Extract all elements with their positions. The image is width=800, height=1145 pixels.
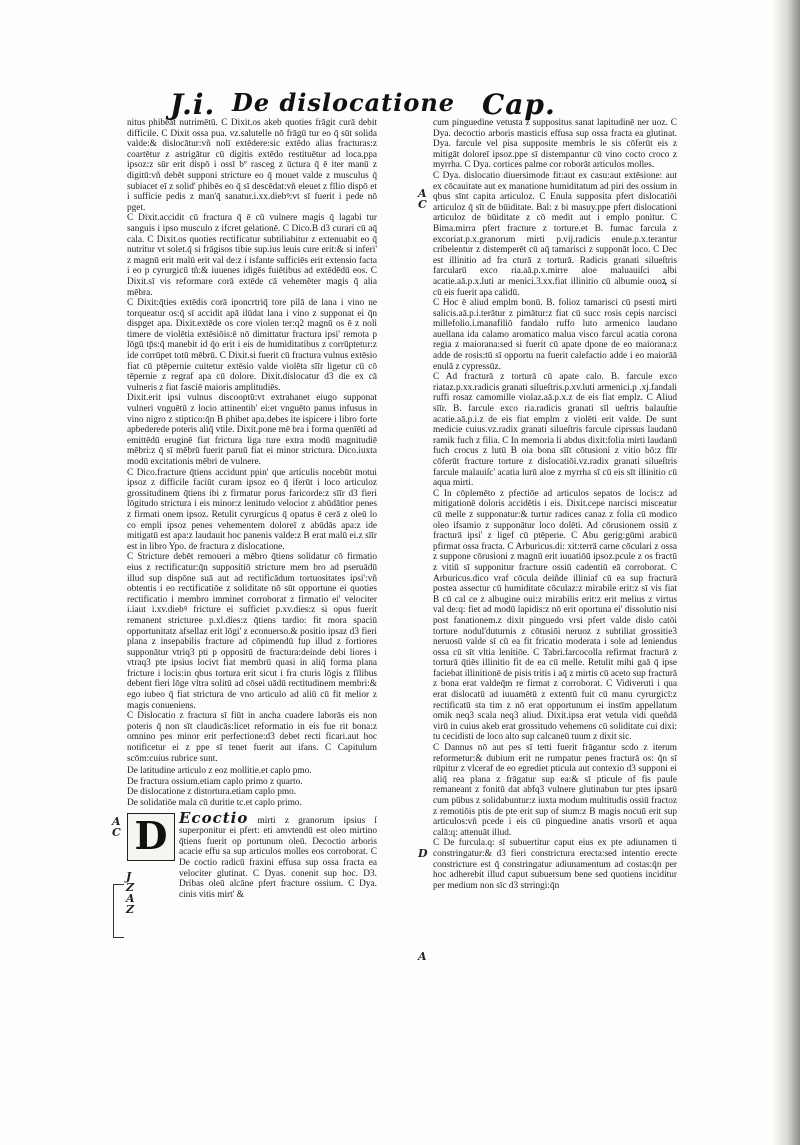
margin-letter-right-c: C — [418, 198, 427, 211]
margin-letter-c: C — [112, 826, 121, 839]
margin-bracket — [113, 884, 124, 938]
right-paragraph: C Hoc ē aliud emplm bonū. B. folioz tamarisci cū psesti mirti salicis.aā.p.i.terātur z pimātur:z fiat cū succ rosis cepis narcisci millefolio.i.manafiliō fandalo ruffo luto armenico laudano auellana ida calamo aromatico malua visco farcul acatia corona regia z maiorana:sed si fuerit cū apate dpone de eo maiorana:z adde de rosis:tū sī opportu na fuerit calefactio adde i eo maiorāā enulā z cypressūz. — [433, 298, 677, 372]
chapter-label: Cap. — [482, 88, 556, 121]
right-paragraph: C Dya. dislocatio diuersimode fit:aut ex casu:aut extēsione: aut ex cōcauitate aut ex manatione humiditatum ad piri des ossium in qbus sīnt capita articuloz. C Enula supposita pfert dislocatiōi articuloz q̄ sīt de būiditate. Bal: z bi masuy.ppe pfert dislocationi articuloz de būiditate z cō medit aut i emplo ponitur. C Bima.mirra pfert fracture z torture.et B. fumac farcula z excoriat.p.x.granorum mirti p.vij.radicis enule.p.x.terantur cribelentur z distemperēt cū aq̄ tamarisci z supponāt loco. C Dec est illinitio ad fra cturā z torturā. Radicis granati silueſtris farcularū exco ria.aā.p.x.mirre aloe maluauiſci albi acatie.aā.p.x.luti ar menici.3.xx.fiat illinitio cū albumie ouoꝝ si cū eis fuerit apa calidū. — [433, 170, 677, 298]
left-paragraph: C Stricture debēt remoueri a mēbro q̄tiens solidatur cō firmatio eius z rectificatur:q̄n suppositiō stricture mem bro ad pseruādū illud sup dispōne suā aut ad rectificādum tortuositates ipsi':vñ obtentis i eo rectificatiōe z soliditate nō sūt opportune ei quoties rectificatio i membro imminet corroborat z firmatio ei' velociter i.iaut i.xv.diebꝰ fricture ei sufficiet p.xv.dies:z si opus fuerit remanent stricturee p.xl.dies:z q̄tiens tardio: fit mora spaciū opportunitatz afsellaz erit lōgi' z econuerso.& positio ipsaz d3 fieri plana z insepabilis fracture ad cōpimendū fup illud z fortiores supponātur vtriq3 pti p oppositū de fractura:deinde debi liores i vtraq3 pte ipsius locivt fiat membrū quasi in aliq̄ forma plana fricture i locis:in qbus tortura erit sicut i fra cturis lōgis z fīlibus debent fieri lōge vltra solitū ad cōsei uādū rectitudinem membri:& ego iubeo q̄ fiat strictura de vno articulo ad aliū cū fit melior z magis conueniens. — [127, 552, 377, 711]
rubric-item: De fractura ossium.etiam caplo primo z quarto. — [127, 776, 303, 787]
decorated-initial-block — [127, 808, 377, 901]
right-paragraph: C In cōplemēto z pfectiōe ad articulos sepatos de locis:z ad mitigationē doloris accidētis i eis. Dixit.cepe narcisci misceatur cū melle z supponatur:& turtur radices canaz z folia cū modico oleo ifsamio z supponātur loco dolēti. Ad cōrusionem ossiū z fracturā ipsi' z ligef cū ptēperie. C Abu gerig:gūmi arabicū pfirmat ossa fracta. C Arburicus.di: xit:terrā carne cōculari z ossa z suppone cōrusioni z magnū erit iuuatiōū ipsoz.pcule z os fractū z vitiū sī supponitur fracture ossiū cadentiū eā corroborat. C Arburicus.dico vraf cōcula deiñde illiniaf cū ea sup fracturā postea assectur cū humiditate cōculaz:z mirabile erit:z sī vis fiat B cū cal ce z albugine oui:z mirabilis erit:z erit melius z virtus val de:q: fiet ad modū lapidis:z nō erit oportuna ei' dissolutio nisi post fanationem.z dixit pinguedo vrsi pfert valde dislo catōi torture nodul'duturnis z cōtusiōi neruoz z subtiliat grossitie3 neruosū valde sī cū ea fit fricatio moderata i sole ad leniendus ossa cū sīt vltia lenitiōe. C Tabri.farcocolla refirmat fracturā z torturā q̄tiēs illinitio fit de ea cū melle. Retulit mihi gaā q̄ ipse faciebat illinitionē de pisis tritis i aq̄ z mirtis cū aceto sup fracturā z bona erat valdeq̄m re firmat z corroborat. C Vidiveruti i qua erat dislocatū ad iuuamētū z extentū fuit cū manu cyrurgicī:z rectificatū sta tim z nō erat opportunum ei instīm appellatum omik neq3 scala neq3 aliud. Dixit.ipsa erat vetula vidi queñdā virū in cuius akeb erat grossitudo vehemens cū soliditate cui dixi: tu cecidisti de loco alto sup calcaneū tuum z dixit sic. — [433, 488, 677, 743]
left-paragraph: C Dixit.accidit cū fractura q̄ ē cū vulnere magis q̄ lagabi tur sanguis i ipso musculo z ifcret gelationē. C Dico.B d3 curari cū aq̄ cala. C Dixit.os quoties rectificatur subtiliabitur z extenuabit eo q̄ nutritur vt solet.q̄ si frāgisos tibie sup.ius leuis cure erit:& si inferi' z magnū erit malū erit val de:z i isfante sufficiēs erit extensio facta i eo p cyrurgicū tñ:& iuuenes idigēs fuiētibus ad extēdēdū eos. C Dixit.sī vis reformare corā extēde cā vehemēter magis q̄ alia mēbra. — [127, 213, 377, 298]
right-paragraph: C De furcula.q: sī subuertitur caput eius ex pte adiunamen ti constringatur:& d3 fieri constrictura erecta:sed intentio erecte constricture est q̄ constringatur adiunamentum ad costas:q̄n per hoc adherebit illud caput subuersum bene sed quotiens inciditur per medium non sīc d3 strringi:q̄n — [433, 838, 677, 891]
decorated-initial-letter: D — [127, 813, 175, 861]
right-paragraph: C Ad fracturā z torturā cū apate calo. B. farcule exco riataz.p.xx.radicis granati silueſtris.p.xv.luti armenici.p .xj.fandali ruffi rosaz camomille violaz.aā.p.x.z de eis fiat emplz. C Aliud sīīr. B. farcule exco ria.radicis granati sīl ueſtris balauſtie acatie.aā.p.i.z de eis fiat emplm z violēti erit valde. De sunt medicie cuius.vz.radix granati silueſtris farcule ciprssus laudanū ramik fuch z filia. C In memoria li abdus dixit:folia mirti laudanū fuch crocus z lutū B oia bona sīīt cōtusioni z vitio bō:z fīīr cōferūt fracture torture z dislocatiōi.vz.radix granati silueſtris farcule malauiſc' acatia lurū aloe z myrrha sī cū eis sīt illinitio cū aqua mirti. — [433, 372, 677, 489]
page-edge-shadow — [772, 0, 800, 1145]
rubric-item: De solidatiōe mala cū duritie tc.et caplo primo. — [127, 798, 302, 808]
margin-letter-right-d: D — [418, 847, 428, 860]
right-paragraph: C Dannus nō aut pes sī tetti fuerit frāgantur scdo z iterum reformetur:& dubium erit ne rumpatur penes fracturā os: q̄n sī rūpitur z vlceraf de eo egrediet pticula aut contexio d3 supponi ei aliq̄ rea plana z frāgatur sup ea:& sī pticule of fis paule remaneant z fonitū dat abfq3 vulnere glutinabun tur ptes ipsarū cum pūbus z solidabuntur:z iuxta modum multitudis ossiū fractoz z remotiōis ptis de pte erit sup of sium:z B magis nocuū erit sup articulos:vñ pcede i eis cū pinguedine anatis vrsorū et aqua calā:q: attenuāt illud. — [433, 743, 677, 838]
margin-letter-right-a2: A — [418, 950, 427, 963]
margin-letter-right-a: A — [418, 187, 427, 200]
rubric-item: De latitudine articulo z eoz mollitie.et caplo pmo. — [127, 766, 312, 777]
margin-toc-letter-3: A — [126, 892, 135, 905]
left-paragraph: Dixit.erit ipsi vulnus discooptū:vt extrahanet eiugo supponat vulneri vnguētū z locio attinentib' ei:et vnguēto panus infusus in vino nigro z stiptico:q̄n B phibet apa.debes ite ispicere i libro forte apbederede poteris aliq̄ vtile. Dixit.pone mē bra i forma quenīēti ad emittēdū eruginē fiat frictura liga ture extra modū magnitudiē mēbri:z q̄ sī mēbrū fuerit paruū fiat ei minor strictura. Dico.iuxta modū excitationis mēbri de vulnere. — [127, 393, 377, 467]
opening-paragraph: mirti z granorum ipsius ſ superponitur ei pfert: eti amvtendū est oleo mirtino q̄tiens fuerit op portunum oleū. Decoctio arboris acacie effu sa sup articulos molles eos corroborat. C De coctio radicū fraxini effusa sup ossa fracta ea velociter glutinat. C Dyas. conenit sup hoc. D3. Dribas oleū alcāne pfert fracture ossium. C Dya. cinis vitis mirt' & — [179, 815, 377, 900]
chapter-rubrics-list — [127, 766, 377, 808]
left-text-column — [127, 118, 377, 1068]
margin-toc-letter-2: Z — [126, 881, 135, 894]
folio-number: J.i. — [170, 88, 216, 121]
margin-toc-letter-4: Z — [126, 903, 135, 916]
left-paragraph: nitus phibeat nutrimētū. C Dixit.os akeb quoties frāgit curā debit difficile. C Dixit ossa pua. vz.salutelle nō frāgū tur eo q̄ sūt solida valde:& dislocātur:vñ nolī extēdere:sic extēdo alias fracturas:z coartētur z astrigātur cū digitis extēdo restituētur ad loca.ppa ipsoz:z sūr erit dispō i ossī bº rasceg z ūctura q̄ ē iter manū z digitū:vñ debēt supponi stricture eo q̄ mouet valde z musculus q̄ subiacet eī z solid' phibēs eo q̄ sī descēdat:vñ eleuet z fīlio dispō et i sufficie pedis z man'q̄ sanatur.i.xx.diebꝰ:vt sī fuerit i pede nō pget. — [127, 118, 377, 213]
margin-letter-a: A — [112, 815, 121, 828]
right-paragraph: cum pinguedine vetusta z suppositus sanat lapitudinē ner uoz. C Dya. decoctio arboris masticis effusa sup ossa fracta ea glutinat. Dya. farcule vel pisa supposite membris le sis cōferūt eis z mitigāt doloreī ipsoz.ppe sī distempantur cū vino cocto croco z myrrha. C Dya. cortices palme cor roborāt articulos molles. — [433, 118, 677, 171]
running-title: De dislocatione — [232, 88, 456, 117]
rubric-item: De dislocatione z distortura.etiam caplo pmo. — [127, 787, 297, 798]
left-paragraph: C Dislocatio z fractura sī fiūt in ancha cuadere laborās eis non poteris q̄ non sīt claudicās:licet reformatio in eis fue rit bona:z omnino pes minor erit perfectione:d3 debet recti ficari.aut hoc notificetur ei z ppe sī tenet fuerit aut ifans. C Capitulum scōm:cuius rubrice sunt. — [127, 711, 377, 764]
right-text-column — [433, 118, 677, 1118]
opening-word: Ecoctio — [179, 808, 249, 827]
margin-toc-letter-1: J — [126, 870, 132, 883]
left-paragraph: C Dixit:q̄ties extēdis corā iponcrtriq̄ tore pilā de lana i vino ne torqueatur os:q̄ sī accidit apā ilūdat lana i vino z supponat ei q̄n dispget apa. Dixit.extēde os core violen ter:q2 magnū os ē z noli timere de violētia extēsiōis:ē nō dimittatur fractura ipsi' remota p lōgū tp̄s:q̄ manebit id q̄o erit i eis de humiditatibus z corrūptetur:z ide corrūpet totū mēbrū. C Dixit.si fuerit cū fractura vulnus extēsio fiat cū ptēpernie cuitetur extēsio valde violēta sīīr ligetur cū cō tēpernie z regraf apa cū dolore. Dixit.dislocatur d3 die ex cā vulneris z fiat fasciē maioris amplitudiēs. — [127, 298, 377, 393]
left-paragraph: C Dico.fracture q̄tiens accidunt ppin' que articulis nocebūt motui ipsoz z difficile faciūt curam ipsoz eo q̄ iferūt i loco articuloz grossitudinem q̄tiens ibi z firmatur porus faricorde:z sīīr d3 fieri lōgitudo strictura i eis minor:z lenitudo velocior z abūdātior penes z firmati onem ipsoz. Retulit cyrurgicus q̄ opatus ē cerā z oleū lo co empli ipsoz penes vehementem doloreī z abūdās apa:z ide mitigatū est apa:z laudauit hoc panenis valde:z B erat malū ei.z sīīr est in libro Ypo. de fractura z dislocatione. — [127, 467, 377, 552]
